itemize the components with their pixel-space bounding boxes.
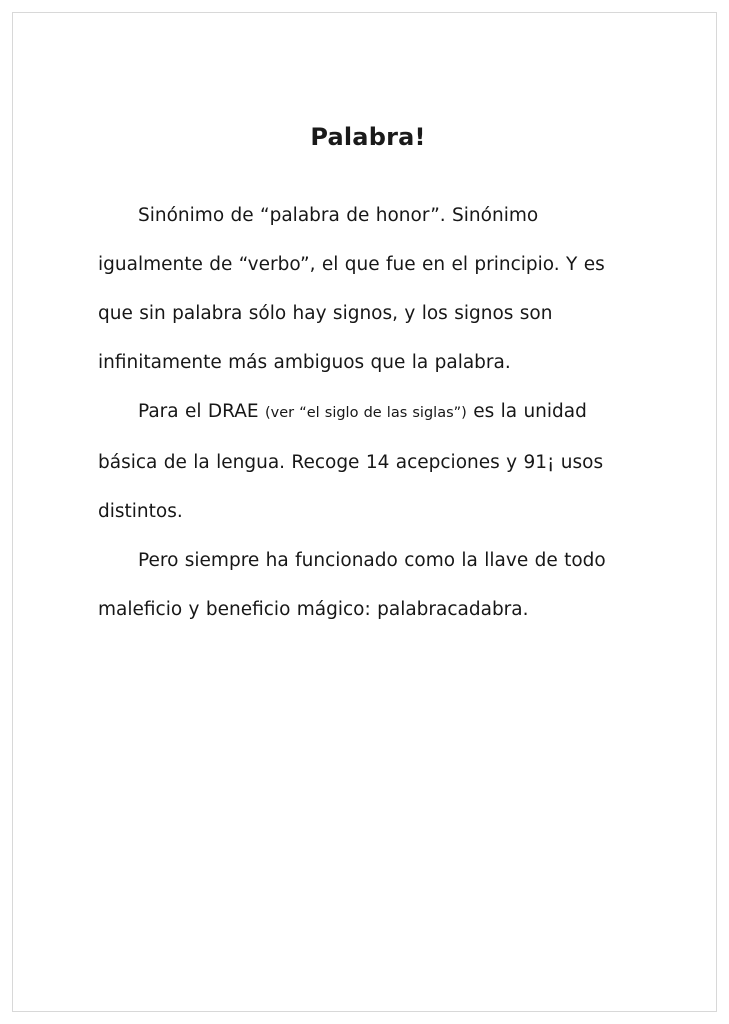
text-run: Pero siempre ha funcionado como la llave de todo maleficio y beneficio mágico: palabracadabra. bbox=[98, 550, 606, 620]
paragraph bbox=[98, 191, 638, 387]
text-run-parenthetical: (ver “el siglo de las siglas”) bbox=[264, 405, 467, 421]
text-run: Sinónimo de “palabra de honor”. Sinónimo igualmente de “verbo”, el que fue en el principio. Y es que sin palabra sólo hay signos, y los signos son infinitamente más ambiguos que la palabra. bbox=[98, 205, 605, 373]
paragraph bbox=[98, 536, 638, 634]
paragraph bbox=[98, 387, 638, 536]
text-run: Para el DRAE bbox=[138, 401, 265, 422]
page-sheet bbox=[12, 12, 717, 1012]
page-title: Palabra! bbox=[310, 123, 426, 151]
document-body bbox=[98, 123, 638, 634]
text-run: es la unidad básica de la lengua. Recoge 14 acepciones y 91¡ usos distintos. bbox=[98, 401, 604, 522]
